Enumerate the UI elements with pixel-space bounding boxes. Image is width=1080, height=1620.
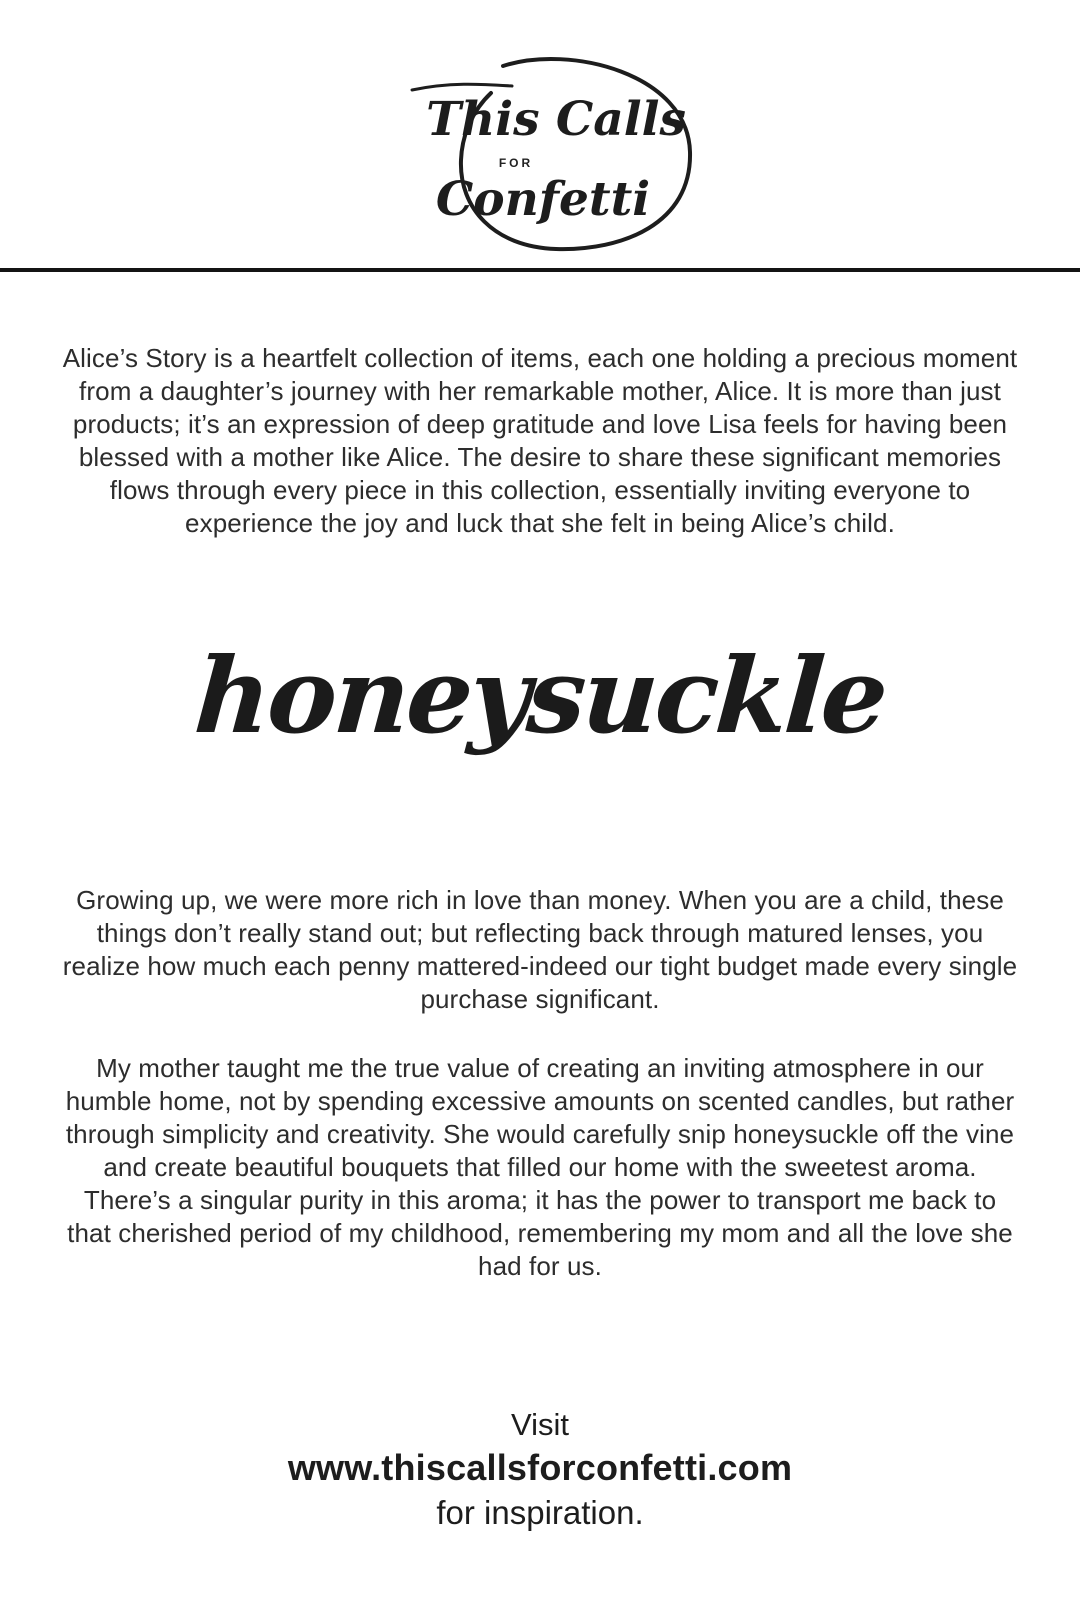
footer-website-url: www.thiscallsforconfetti.com xyxy=(287,1446,793,1488)
scent-name-script: honeysuckle xyxy=(191,634,890,757)
logo-bottom-line: Confetti xyxy=(435,172,651,227)
footer-visit-label: Visit xyxy=(510,1406,569,1442)
divider-rule xyxy=(0,268,1080,272)
scent-story-paragraph-1: Growing up, we were more rich in love than money. When you are a child, these things don’t really stand out; but reflecting back through matured lenses, you realize how much each penny mattered-indeed our tight budget made every single purchase significant. xyxy=(62,884,1018,1014)
footer xyxy=(0,1405,1080,1535)
intro-paragraph: Alice’s Story is a heartfelt collection of items, each one holding a precious moment from a daughter’s journey with her remarkable mother, Alice. It is more than just products; it’s an expression of deep gratitude and love Lisa feels for having been blessed with a mother like Alice. The desire to share these significant memories flows through every piece in this collection, essentially inviting everyone to experience the joy and luck that she felt in being Alice’s child. xyxy=(62,343,1018,538)
brand-logo xyxy=(360,40,720,260)
logo-underline-swash xyxy=(412,84,512,90)
logo-top-line: This Calls xyxy=(426,92,686,147)
logo-for-word: FOR xyxy=(498,156,534,170)
scent-story-paragraph-2: My mother taught me the true value of creating an inviting atmosphere in our humble home, not by spending excessive amounts on scented candles, but rather through simplicity and creativity. She would carefully snip honeysuckle off the vine and create beautiful bouquets that filled our home with the sweetest aroma. There’s a singular purity in this aroma; it has the power to transport me back to that cherished period of my childhood, remembering my mom and all the love she had for us. xyxy=(65,1052,1015,1281)
footer-tagline: for inspiration. xyxy=(436,1493,644,1531)
brand-logo-graphic xyxy=(360,40,720,260)
